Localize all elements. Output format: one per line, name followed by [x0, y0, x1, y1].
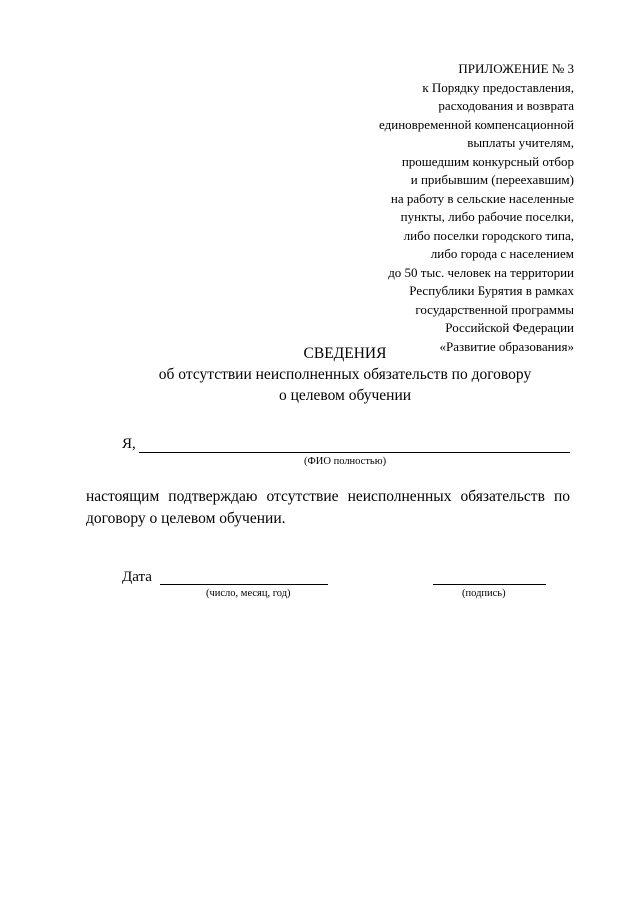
- appendix-line: ПРИЛОЖЕНИЕ № 3: [458, 61, 574, 76]
- appendix-line: выплаты учителям,: [467, 135, 574, 150]
- appendix-line: Российской Федерации: [445, 320, 574, 335]
- appendix-line: либо поселки городского типа,: [403, 227, 574, 243]
- date-field-line: [160, 584, 328, 585]
- title-subheading: о целевом обучении: [278, 387, 412, 404]
- appendix-line: на работу в сельские населенные: [390, 190, 574, 206]
- signature-field-line: [433, 584, 546, 585]
- date-label: Дата: [122, 569, 152, 585]
- fio-caption: (ФИО полностью): [304, 456, 387, 467]
- fio-field-line: [139, 452, 570, 453]
- document-title: [0, 343, 640, 406]
- appendix-line: к Порядку предоставления,: [422, 79, 574, 95]
- fio-prefix: Я,: [122, 436, 136, 452]
- date-caption: (число, месяц, год): [206, 588, 291, 599]
- title-subheading: об отсутствии неисполненных обязательств по договору: [158, 366, 532, 383]
- appendix-line: прошедшим конкурсный отбор: [401, 153, 574, 169]
- appendix-line: Республики Бурятия в рамках: [409, 283, 574, 298]
- appendix-line: государственной программы: [415, 301, 574, 317]
- appendix-line: либо города с населением: [430, 246, 574, 261]
- appendix-header: [274, 60, 574, 356]
- title-heading: СВЕДЕНИЯ: [303, 345, 387, 362]
- appendix-line: пункты, либо рабочие поселки,: [400, 209, 574, 224]
- appendix-line: до 50 тыс. человек на территории: [388, 264, 574, 280]
- appendix-line: единовременной компенсационной: [379, 116, 574, 132]
- appendix-line: расходования и возврата: [438, 98, 574, 113]
- signature-caption: (подпись): [462, 588, 506, 599]
- statement-text: настоящим подтверждаю отсутствие неисполненных обязательств по договору о целевом обучении.: [86, 488, 570, 527]
- appendix-line: и прибывшим (переехавшим): [410, 172, 574, 187]
- appendix-line: «Развитие образования»: [439, 338, 574, 354]
